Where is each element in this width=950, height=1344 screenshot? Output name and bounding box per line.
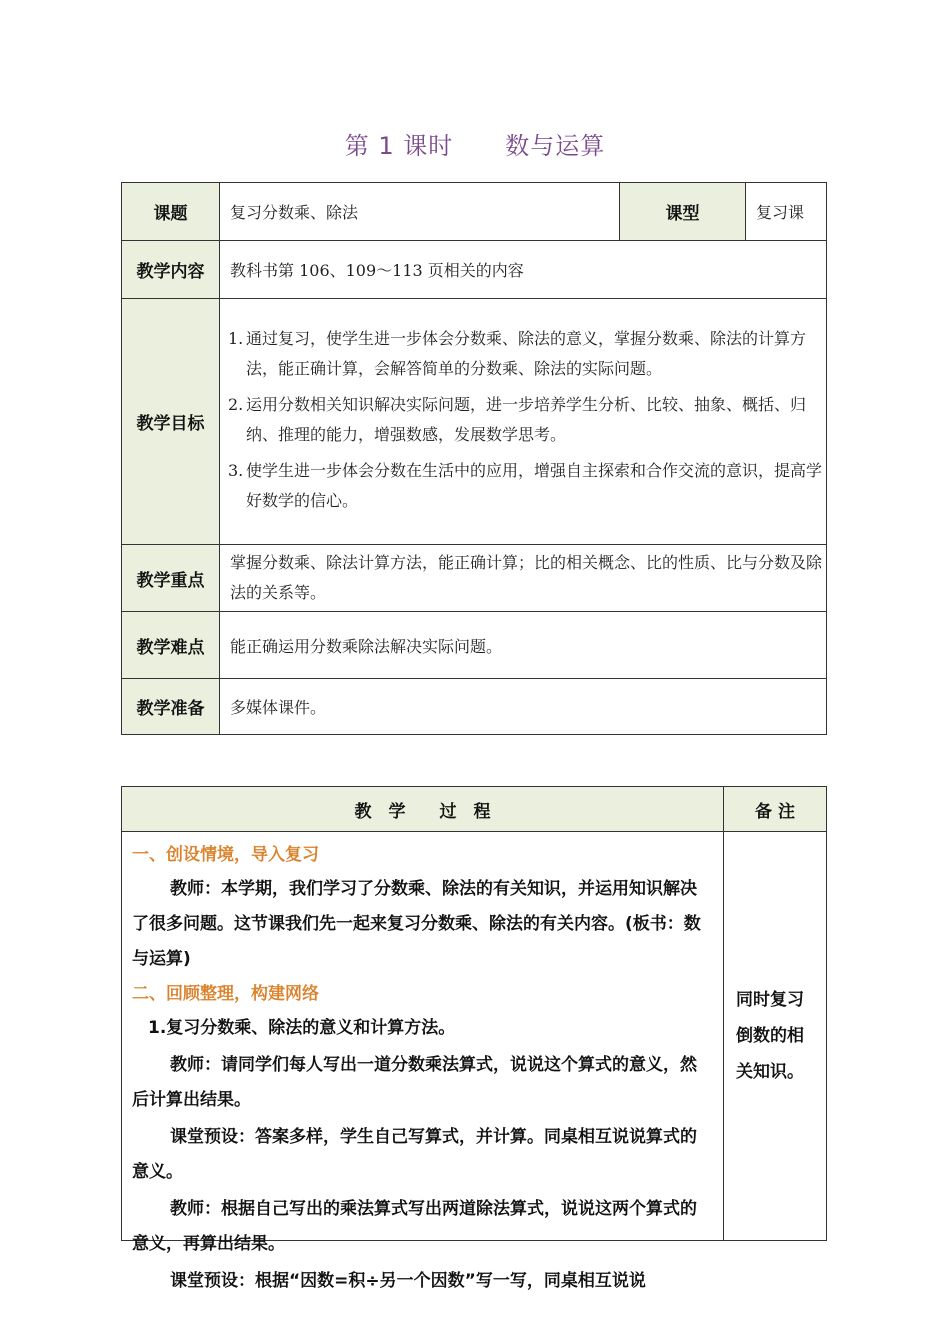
type-value: 复习课 — [746, 183, 827, 241]
paragraph: 教师：本学期，我们学习了分数乘、除法的有关知识，并运用知识解决了很多问题。这节课我们先一起来复习分数乘、除法的有关内容。(板书：数与运算) — [132, 879, 701, 969]
note-header: 备 注 — [724, 787, 827, 832]
lesson-info-table — [121, 182, 827, 735]
goal-text: 使学生进一步体会分数在生活中的应用，增强自主探索和合作交流的意识，提高学好数学的信心。 — [246, 460, 823, 510]
lesson-topic: 数与运算 — [505, 132, 606, 160]
content-label: 教学内容 — [122, 241, 220, 299]
paragraph: 课堂预设：根据“因数=积÷另一个因数”写一写，同桌相互说说 — [170, 1271, 646, 1291]
paragraph: 教师：请同学们每人写出一道分数乘法算式，说说这个算式的意义，然后计算出结果。 — [132, 1055, 697, 1110]
goals-label: 教学目标 — [122, 299, 220, 545]
key-points-value: 掌握分数乘、除法计算方法，能正确计算；比的相关概念、比的性质、比与分数及除法的关系等。 — [220, 545, 827, 612]
goal-number: 3. — [228, 460, 244, 480]
goal-item — [228, 324, 822, 384]
list-item: 1.复习分数乘、除法的意义和计算方法。 — [148, 1018, 456, 1038]
difficulty-value: 能正确运用分数乘除法解决实际问题。 — [220, 612, 827, 679]
process-header: 教 学 过 程 — [122, 787, 724, 832]
goals-cell — [220, 299, 827, 545]
difficulty-label: 教学难点 — [122, 612, 220, 679]
goal-number: 2. — [228, 394, 244, 414]
type-label: 课型 — [620, 183, 746, 241]
paragraph: 课堂预设：答案多样，学生自己写算式，并计算。同桌相互说说算式的意义。 — [132, 1127, 697, 1182]
prep-value: 多媒体课件。 — [220, 679, 827, 735]
lesson-number: 第 1 课时 — [344, 132, 454, 160]
topic-label: 课题 — [122, 183, 220, 241]
goal-item — [228, 390, 822, 450]
goal-number: 1. — [228, 328, 244, 348]
page-title — [0, 126, 950, 161]
goal-item — [228, 456, 822, 516]
topic-value: 复习分数乘、除法 — [220, 183, 620, 241]
section-title: 一、创设情境，导入复习 — [132, 845, 319, 865]
remark-note: 同时复习倒数的相关知识。 — [724, 832, 827, 1241]
process-body — [122, 832, 724, 1291]
teaching-process-table — [121, 786, 827, 1291]
prep-label: 教学准备 — [122, 679, 220, 735]
paragraph: 教师：根据自己写出的乘法算式写出两道除法算式，说说这两个算式的意义，再算出结果。 — [132, 1199, 697, 1254]
key-points-label: 教学重点 — [122, 545, 220, 612]
goal-text: 运用分数相关知识解决实际问题，进一步培养学生分析、比较、抽象、概括、归纳、推理的能力，增强数感，发展数学思考。 — [246, 394, 807, 444]
goal-text: 通过复习，使学生进一步体会分数乘、除法的意义，掌握分数乘、除法的计算方法，能正确计算，会解答简单的分数乘、除法的实际问题。 — [246, 328, 807, 378]
section-title: 二、回顾整理，构建网络 — [132, 984, 319, 1004]
content-value: 教科书第 106、109～113 页相关的内容 — [220, 241, 827, 299]
